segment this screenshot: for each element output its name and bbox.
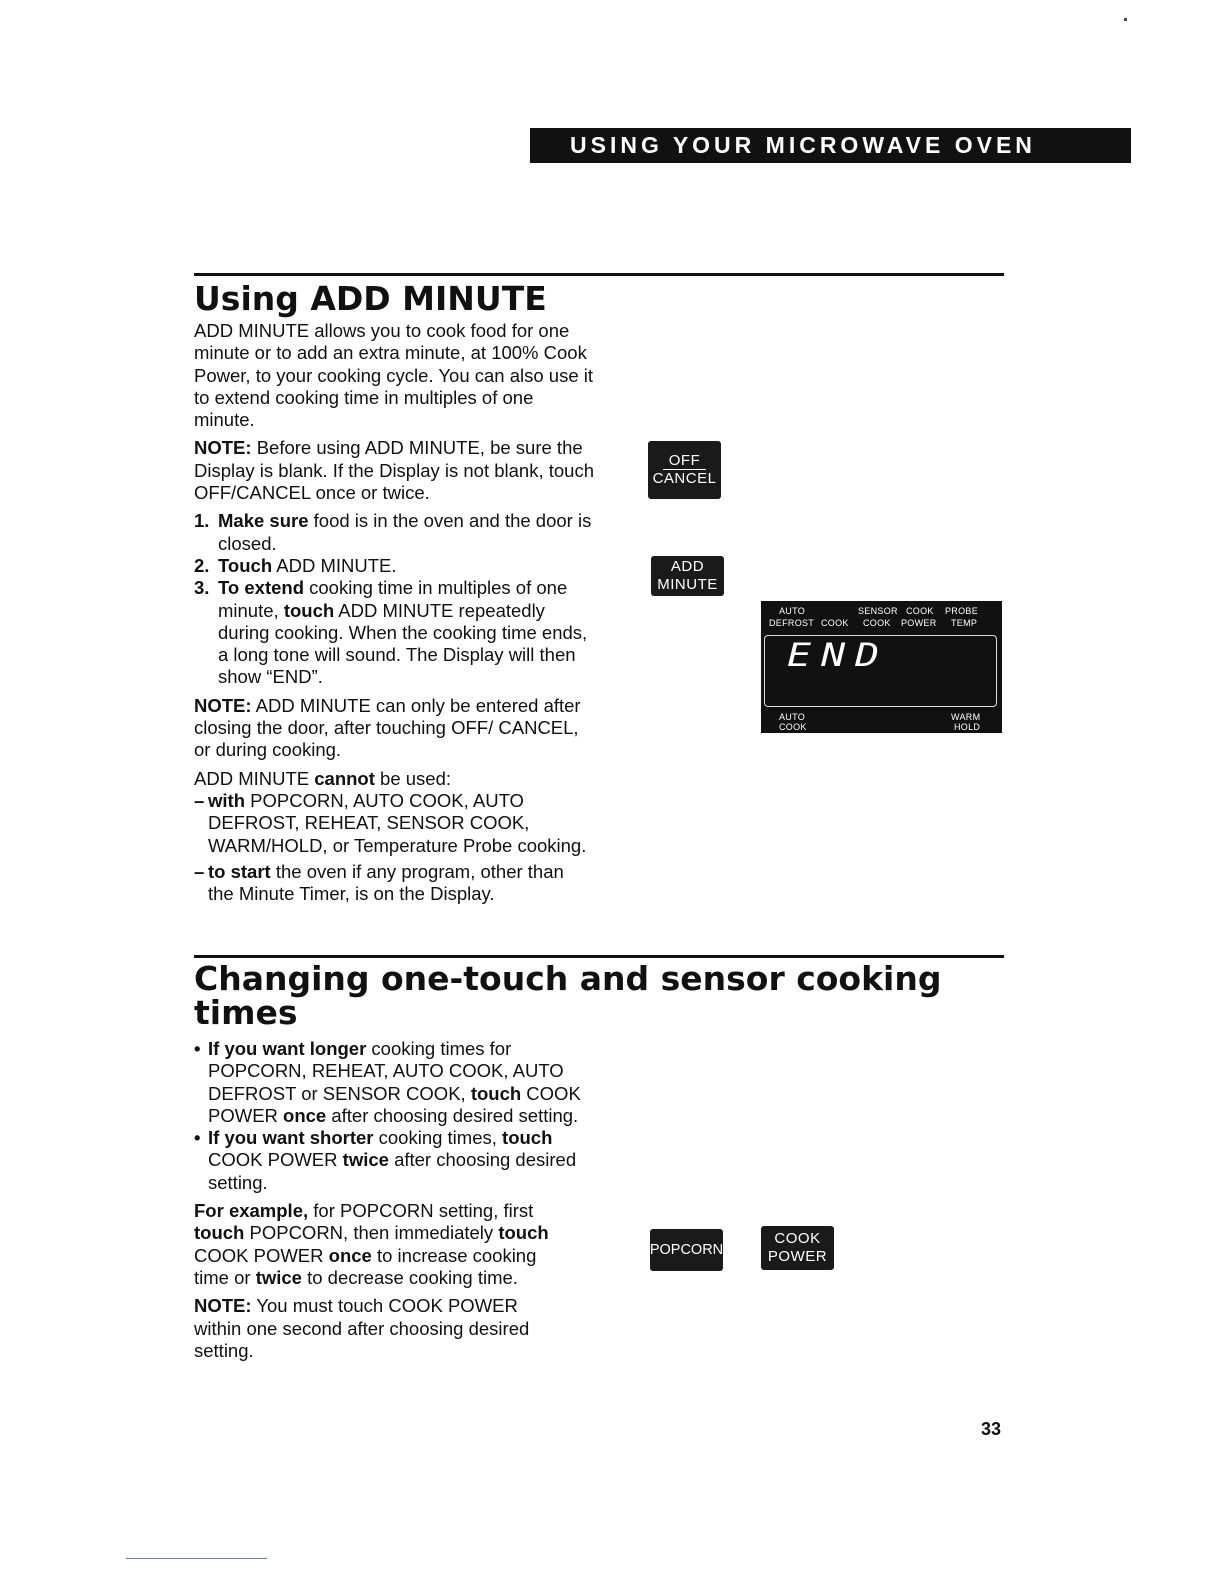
add-minute-intro: ADD MINUTE allows you to cook food for one minute or to add an extra minute, at 100% Cook Power, to your cooking cycle. You can also use it to extend cooking time in multiples of one minute. [194, 320, 594, 431]
changing-heading: Changing one-touch and sensor cooking times [194, 959, 942, 1032]
divider-rule [194, 273, 1004, 276]
speck [1124, 18, 1127, 21]
list-item: 1. Make sure food is in the oven and the door is closed. [194, 510, 592, 554]
page-number: 33 [981, 1419, 1002, 1439]
note-paragraph: NOTE: You must touch COOK POWER within one second after choosing desired setting. [194, 1295, 530, 1361]
list-item: 3. To extend cooking time in multiples of one minute, touch ADD MINUTE repeatedly during cooking. When the cooking time ends, a long tone will sound. The Display will then show “END”. [194, 577, 588, 688]
changing-text [194, 1038, 594, 1368]
oven-display-panel: AUTO DEFROST COOK SENSOR COOK COOK POWER PROBE TEMP END AUTO COOK WARM HOLD [761, 601, 1002, 733]
off-cancel-key: OFF CANCEL [648, 441, 721, 499]
cannot-paragraph: ADD MINUTE cannot be used: [194, 767, 452, 789]
footer-line [126, 1558, 267, 1559]
add-minute-heading: Using ADD MINUTE [194, 279, 547, 318]
note-paragraph: NOTE: ADD MINUTE can only be entered after closing the door, after touching OFF/ CANCEL, or during cooking. [194, 694, 581, 761]
note-label: NOTE: [194, 437, 252, 459]
example-paragraph: For example, for POPCORN setting, first touch POPCORN, then immediately touch COOK POWER once to increase cooking time or twice to decrease cooking time. [194, 1200, 549, 1288]
list-item: – to start the oven if any program, other than the Minute Timer, is on the Display. [194, 860, 564, 905]
display-readout: END [787, 637, 890, 675]
list-item: • If you want longer cooking times for POPCORN, REHEAT, AUTO COOK, AUTO DEFROST or SENSOR COOK, touch COOK POWER once after choosing desired setting. [194, 1038, 581, 1126]
steps-list [194, 510, 594, 688]
note-label: NOTE: [194, 1295, 252, 1317]
section-header-title: USING YOUR MICROWAVE OVEN [570, 132, 1036, 158]
add-minute-key: ADD MINUTE [651, 556, 724, 596]
note-label: NOTE: [194, 694, 252, 716]
cook-power-key: COOK POWER [761, 1226, 834, 1270]
popcorn-key: POPCORN [650, 1229, 723, 1271]
section-header [530, 128, 1131, 163]
divider-rule [194, 955, 1004, 958]
note-paragraph: NOTE: Before using ADD MINUTE, be sure the Display is blank. If the Display is not blank, touch OFF/CANCEL once or twice. [194, 437, 594, 504]
bullets-list [194, 1038, 594, 1194]
add-minute-text [194, 320, 594, 909]
restrictions-list [194, 790, 594, 905]
list-item: 2. Touch ADD MINUTE. [194, 554, 397, 576]
list-item: • If you want shorter cooking times, touch COOK POWER twice after choosing desired setting. [194, 1127, 577, 1193]
list-item: – with POPCORN, AUTO COOK, AUTO DEFROST, REHEAT, SENSOR COOK, WARM/HOLD, or Temperature Probe cooking. [194, 789, 587, 856]
